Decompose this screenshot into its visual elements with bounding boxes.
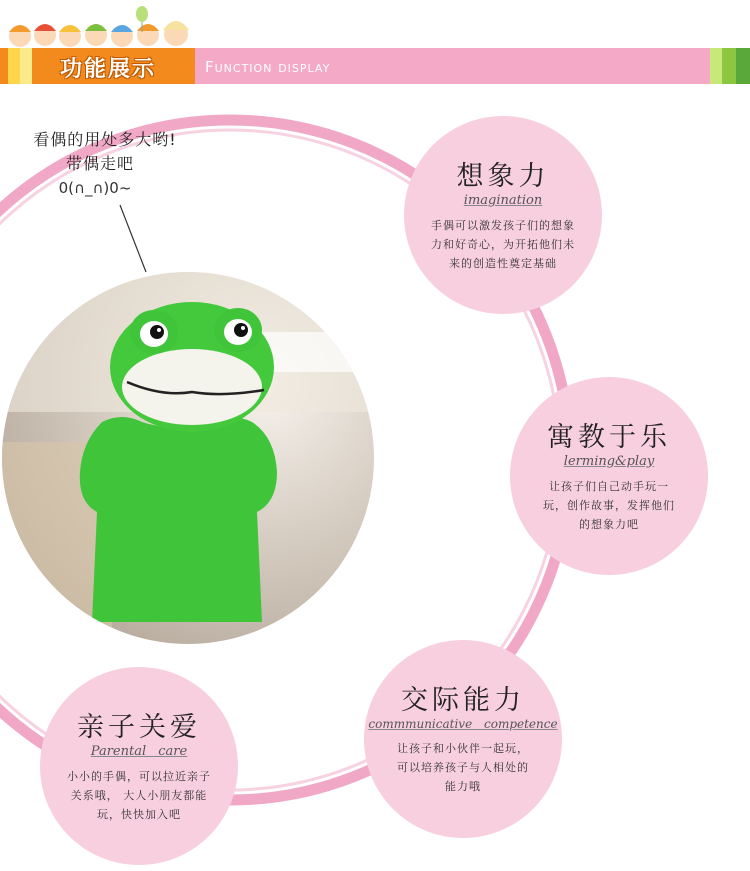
- feature-title: 交际能力: [401, 685, 525, 716]
- feature-subtitle: lerming&play: [563, 454, 655, 469]
- feature-subtitle: commmunicative competence: [368, 717, 558, 731]
- feature-imagination: [404, 116, 602, 314]
- feature-title: 亲子关爱: [77, 712, 201, 743]
- speech-line-1: 看偶的用处多大哟!: [33, 130, 177, 149]
- feature-title: 想象力: [456, 161, 550, 192]
- feature-desc-line: 来的创造性奠定基础: [449, 257, 557, 270]
- feature-desc-line: 关系哦， 大人小朋友都能: [70, 789, 208, 802]
- feature-title: 寓教于乐: [547, 422, 671, 453]
- feature-desc-line: 力和好奇心，为开拓他们未: [431, 238, 575, 251]
- frog-puppet-icon: [2, 272, 374, 644]
- feature-desc-line: 玩，创作故事，发挥他们: [543, 499, 675, 512]
- feature-subtitle: Parental care: [90, 744, 188, 759]
- feature-desc-line: 可以培养孩子与人相处的: [397, 761, 529, 774]
- speech-line-3: 0(∩_∩)0~: [58, 179, 132, 197]
- speech-line-2: 带偶走吧: [65, 154, 134, 173]
- feature-desc-line: 小小的手偶，可以拉近亲子: [67, 770, 211, 783]
- feature-learning-play: [510, 377, 708, 575]
- feature-desc-line: 手偶可以激发孩子们的想象: [431, 219, 575, 232]
- feature-desc-line: 玩，快快加入吧: [97, 808, 181, 821]
- banner-title: 功能展示: [60, 57, 157, 82]
- feature-parental-care: [40, 667, 238, 865]
- feature-desc-line: 让孩子们自己动手玩一: [549, 480, 669, 493]
- feature-communicative: [364, 640, 562, 838]
- frog-puppet-photo: [2, 272, 374, 644]
- feature-subtitle: imagination: [463, 193, 543, 208]
- feature-desc-line: 让孩子和小伙伴一起玩，: [397, 742, 529, 755]
- feature-desc-line: 能力哦: [445, 780, 481, 793]
- banner-subtitle: Function display: [205, 58, 331, 76]
- speech-text: [10, 128, 200, 200]
- feature-desc-line: 的想象力吧: [579, 518, 639, 531]
